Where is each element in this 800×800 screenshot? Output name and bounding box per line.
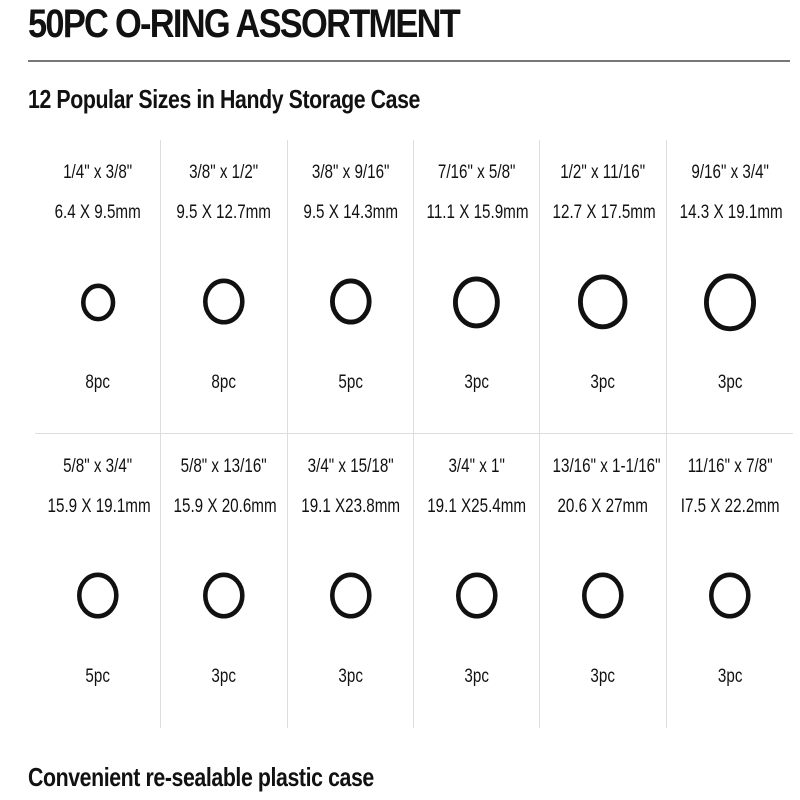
ring-size-mm: 9.5 X 12.7mm	[176, 202, 272, 223]
ring-cell	[414, 434, 540, 728]
o-ring-shape	[332, 575, 369, 616]
ring-quantity: 8pc	[211, 372, 237, 393]
o-ring-icon	[310, 262, 390, 342]
o-ring-icon	[58, 262, 138, 342]
ring-quantity: 5pc	[338, 372, 363, 393]
o-ring-icon	[184, 556, 264, 636]
o-ring-shape	[332, 281, 369, 322]
o-ring-icon	[310, 556, 390, 636]
ring-size-mm: 20.6 X 27mm	[557, 496, 649, 517]
ring-size-grid	[35, 140, 793, 728]
ring-cell	[540, 140, 666, 434]
ring-size-mm: I7.5 X 22.2mm	[680, 496, 780, 517]
o-ring-icon	[563, 556, 643, 636]
ring-size-inch: 9/16" x 3/4"	[691, 162, 769, 183]
ring-size-inch: 13/16" x 1-1/16"	[552, 456, 661, 477]
ring-size-inch: 3/8" x 1/2"	[189, 162, 259, 183]
ring-size-inch: 1/4" x 3/8"	[63, 162, 133, 183]
o-ring-shape	[79, 575, 116, 616]
o-ring-icon	[563, 262, 643, 342]
ring-quantity: 3pc	[464, 372, 489, 393]
ring-size-inch: 7/16" x 5/8"	[437, 162, 516, 183]
ring-cell	[540, 434, 666, 728]
page-title: 50PC O-RING ASSORTMENT	[28, 2, 460, 46]
ring-quantity: 3pc	[717, 372, 743, 393]
ring-cell	[288, 140, 414, 434]
o-ring-shape	[711, 575, 748, 616]
ring-size-mm: 6.4 X 9.5mm	[54, 202, 141, 223]
ring-cell	[667, 434, 793, 728]
ring-quantity: 5pc	[85, 666, 110, 687]
o-ring-shape	[456, 279, 498, 326]
ring-cell	[414, 140, 540, 434]
ring-quantity: 3pc	[590, 666, 616, 687]
ring-cell	[35, 140, 161, 434]
ring-size-mm: 14.3 X 19.1mm	[679, 202, 783, 223]
ring-cell	[288, 434, 414, 728]
ring-size-mm: 19.1 X25.4mm	[427, 496, 527, 517]
ring-size-mm: 15.9 X 19.1mm	[47, 496, 151, 517]
o-ring-icon	[690, 556, 770, 636]
ring-cell	[667, 140, 793, 434]
subtitle: 12 Popular Sizes in Handy Storage Case	[28, 84, 421, 114]
ring-size-inch: 3/4" x 1"	[448, 456, 505, 477]
ring-quantity: 3pc	[717, 666, 743, 687]
ring-quantity: 3pc	[590, 372, 616, 393]
footer-caption: Convenient re-sealable plastic case	[28, 762, 374, 792]
ring-size-mm: 12.7 X 17.5mm	[552, 202, 656, 223]
ring-size-mm: 15.9 X 20.6mm	[173, 496, 277, 517]
ring-quantity: 3pc	[211, 666, 237, 687]
o-ring-shape	[706, 276, 753, 329]
ring-size-inch: 11/16" x 7/8"	[687, 456, 773, 477]
ring-quantity: 8pc	[85, 372, 110, 393]
o-ring-icon	[58, 556, 138, 636]
ring-size-inch: 1/2" x 11/16"	[560, 162, 646, 183]
ring-size-inch: 5/8" x 13/16"	[180, 456, 267, 477]
title-divider	[28, 60, 790, 62]
o-ring-shape	[205, 281, 242, 322]
o-ring-shape	[458, 575, 495, 616]
ring-quantity: 3pc	[338, 666, 363, 687]
o-ring-icon	[437, 262, 517, 342]
o-ring-icon	[437, 556, 517, 636]
o-ring-shape	[205, 575, 242, 616]
ring-cell	[161, 434, 287, 728]
ring-size-mm: 11.1 X 15.9mm	[426, 202, 529, 223]
o-ring-icon	[184, 262, 264, 342]
ring-quantity: 3pc	[464, 666, 489, 687]
ring-cell	[161, 140, 287, 434]
ring-size-mm: 9.5 X 14.3mm	[303, 202, 398, 223]
ring-size-inch: 3/8" x 9/16"	[311, 162, 390, 183]
o-ring-shape	[584, 575, 621, 616]
o-ring-icon	[690, 262, 770, 342]
o-ring-shape	[581, 277, 626, 327]
ring-size-mm: 19.1 X23.8mm	[300, 496, 400, 517]
ring-size-inch: 3/4" x 15/18"	[307, 456, 394, 477]
ring-cell	[35, 434, 161, 728]
ring-size-inch: 5/8" x 3/4"	[63, 456, 133, 477]
o-ring-shape	[83, 285, 113, 318]
